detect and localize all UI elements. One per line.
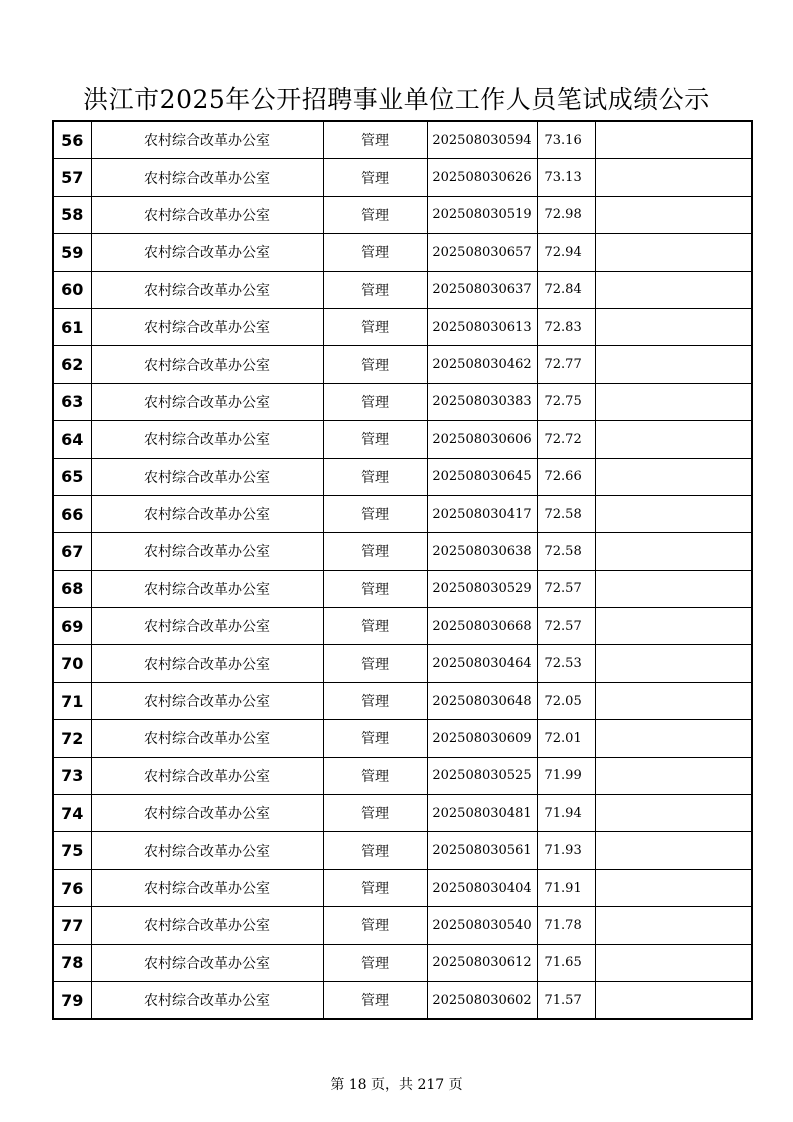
seq-cell: 70	[53, 645, 91, 682]
ticket-number-cell: 202508030529	[427, 570, 537, 607]
unit-cell: 农村综合改革办公室	[91, 795, 323, 832]
ticket-number-cell: 202508030404	[427, 869, 537, 906]
unit-cell: 农村综合改革办公室	[91, 159, 323, 196]
remark-cell	[595, 944, 752, 981]
score-cell: 72.58	[537, 533, 595, 570]
score-cell: 71.93	[537, 832, 595, 869]
remark-cell	[595, 907, 752, 944]
unit-cell: 农村综合改革办公室	[91, 757, 323, 794]
score-cell: 71.57	[537, 981, 595, 1019]
unit-cell: 农村综合改革办公室	[91, 608, 323, 645]
score-cell: 71.78	[537, 907, 595, 944]
ticket-number-cell: 202508030561	[427, 832, 537, 869]
score-cell: 72.94	[537, 234, 595, 271]
seq-cell: 77	[53, 907, 91, 944]
unit-cell: 农村综合改革办公室	[91, 346, 323, 383]
ticket-number-cell: 202508030612	[427, 944, 537, 981]
table-row	[53, 795, 752, 832]
post-cell: 管理	[323, 570, 427, 607]
table-row	[53, 346, 752, 383]
seq-cell: 72	[53, 720, 91, 757]
remark-cell	[595, 234, 752, 271]
unit-cell: 农村综合改革办公室	[91, 981, 323, 1019]
ticket-number-cell: 202508030417	[427, 495, 537, 532]
post-cell: 管理	[323, 757, 427, 794]
ticket-number-cell: 202508030464	[427, 645, 537, 682]
post-cell: 管理	[323, 121, 427, 159]
seq-cell: 56	[53, 121, 91, 159]
remark-cell	[595, 720, 752, 757]
table-row	[53, 495, 752, 532]
unit-cell: 农村综合改革办公室	[91, 196, 323, 233]
seq-cell: 66	[53, 495, 91, 532]
table-row	[53, 757, 752, 794]
seq-cell: 73	[53, 757, 91, 794]
unit-cell: 农村综合改革办公室	[91, 533, 323, 570]
ticket-number-cell: 202508030638	[427, 533, 537, 570]
unit-cell: 农村综合改革办公室	[91, 421, 323, 458]
table-row	[53, 159, 752, 196]
seq-cell: 65	[53, 458, 91, 495]
table-row	[53, 458, 752, 495]
remark-cell	[595, 795, 752, 832]
remark-cell	[595, 121, 752, 159]
ticket-number-cell: 202508030637	[427, 271, 537, 308]
remark-cell	[595, 495, 752, 532]
remark-cell	[595, 608, 752, 645]
seq-cell: 63	[53, 383, 91, 420]
remark-cell	[595, 383, 752, 420]
post-cell: 管理	[323, 421, 427, 458]
post-cell: 管理	[323, 234, 427, 271]
ticket-number-cell: 202508030594	[427, 121, 537, 159]
score-cell: 72.57	[537, 608, 595, 645]
seq-cell: 57	[53, 159, 91, 196]
score-cell: 72.77	[537, 346, 595, 383]
score-cell: 72.98	[537, 196, 595, 233]
seq-cell: 68	[53, 570, 91, 607]
remark-cell	[595, 308, 752, 345]
score-cell: 73.16	[537, 121, 595, 159]
post-cell: 管理	[323, 869, 427, 906]
table-row	[53, 308, 752, 345]
score-table-body	[53, 121, 752, 1019]
seq-cell: 59	[53, 234, 91, 271]
score-cell: 72.84	[537, 271, 595, 308]
unit-cell: 农村综合改革办公室	[91, 720, 323, 757]
ticket-number-cell: 202508030668	[427, 608, 537, 645]
seq-cell: 71	[53, 682, 91, 719]
unit-cell: 农村综合改革办公室	[91, 907, 323, 944]
table-row	[53, 682, 752, 719]
seq-cell: 79	[53, 981, 91, 1019]
ticket-number-cell: 202508030657	[427, 234, 537, 271]
score-cell: 72.58	[537, 495, 595, 532]
page-footer: 第 18 页，共 217 页	[330, 1077, 463, 1093]
post-cell: 管理	[323, 383, 427, 420]
unit-cell: 农村综合改革办公室	[91, 383, 323, 420]
unit-cell: 农村综合改革办公室	[91, 458, 323, 495]
remark-cell	[595, 645, 752, 682]
table-row	[53, 720, 752, 757]
page-title: 洪江市2025年公开招聘事业单位工作人员笔试成绩公示	[83, 85, 710, 114]
post-cell: 管理	[323, 645, 427, 682]
table-row	[53, 570, 752, 607]
remark-cell	[595, 757, 752, 794]
score-cell: 72.57	[537, 570, 595, 607]
post-cell: 管理	[323, 907, 427, 944]
unit-cell: 农村综合改革办公室	[91, 944, 323, 981]
remark-cell	[595, 682, 752, 719]
unit-cell: 农村综合改革办公室	[91, 570, 323, 607]
post-cell: 管理	[323, 795, 427, 832]
table-row	[53, 944, 752, 981]
ticket-number-cell: 202508030613	[427, 308, 537, 345]
seq-cell: 62	[53, 346, 91, 383]
seq-cell: 75	[53, 832, 91, 869]
remark-cell	[595, 159, 752, 196]
table-row	[53, 608, 752, 645]
remark-cell	[595, 271, 752, 308]
table-row	[53, 869, 752, 906]
seq-cell: 67	[53, 533, 91, 570]
unit-cell: 农村综合改革办公室	[91, 271, 323, 308]
remark-cell	[595, 458, 752, 495]
ticket-number-cell: 202508030648	[427, 682, 537, 719]
ticket-number-cell: 202508030540	[427, 907, 537, 944]
post-cell: 管理	[323, 159, 427, 196]
seq-cell: 64	[53, 421, 91, 458]
remark-cell	[595, 869, 752, 906]
score-cell: 71.91	[537, 869, 595, 906]
score-cell: 72.83	[537, 308, 595, 345]
ticket-number-cell: 202508030383	[427, 383, 537, 420]
post-cell: 管理	[323, 608, 427, 645]
unit-cell: 农村综合改革办公室	[91, 234, 323, 271]
table-row	[53, 234, 752, 271]
score-cell: 72.05	[537, 682, 595, 719]
post-cell: 管理	[323, 346, 427, 383]
seq-cell: 60	[53, 271, 91, 308]
remark-cell	[595, 421, 752, 458]
unit-cell: 农村综合改革办公室	[91, 308, 323, 345]
table-row	[53, 421, 752, 458]
ticket-number-cell: 202508030609	[427, 720, 537, 757]
score-cell: 72.66	[537, 458, 595, 495]
seq-cell: 76	[53, 869, 91, 906]
unit-cell: 农村综合改革办公室	[91, 682, 323, 719]
unit-cell: 农村综合改革办公室	[91, 121, 323, 159]
ticket-number-cell: 202508030645	[427, 458, 537, 495]
score-cell: 72.01	[537, 720, 595, 757]
remark-cell	[595, 346, 752, 383]
post-cell: 管理	[323, 832, 427, 869]
seq-cell: 69	[53, 608, 91, 645]
score-cell: 72.75	[537, 383, 595, 420]
unit-cell: 农村综合改革办公室	[91, 495, 323, 532]
table-row	[53, 907, 752, 944]
table-row	[53, 121, 752, 159]
ticket-number-cell: 202508030481	[427, 795, 537, 832]
ticket-number-cell: 202508030519	[427, 196, 537, 233]
remark-cell	[595, 981, 752, 1019]
post-cell: 管理	[323, 944, 427, 981]
ticket-number-cell: 202508030602	[427, 981, 537, 1019]
post-cell: 管理	[323, 271, 427, 308]
seq-cell: 61	[53, 308, 91, 345]
ticket-number-cell: 202508030525	[427, 757, 537, 794]
score-cell: 71.99	[537, 757, 595, 794]
table-row	[53, 645, 752, 682]
seq-cell: 58	[53, 196, 91, 233]
table-row	[53, 196, 752, 233]
score-cell: 71.94	[537, 795, 595, 832]
post-cell: 管理	[323, 720, 427, 757]
post-cell: 管理	[323, 495, 427, 532]
table-row	[53, 383, 752, 420]
unit-cell: 农村综合改革办公室	[91, 832, 323, 869]
unit-cell: 农村综合改革办公室	[91, 869, 323, 906]
score-cell: 72.72	[537, 421, 595, 458]
remark-cell	[595, 196, 752, 233]
score-cell: 72.53	[537, 645, 595, 682]
unit-cell: 农村综合改革办公室	[91, 645, 323, 682]
table-row	[53, 832, 752, 869]
post-cell: 管理	[323, 533, 427, 570]
table-row	[53, 271, 752, 308]
seq-cell: 78	[53, 944, 91, 981]
remark-cell	[595, 533, 752, 570]
post-cell: 管理	[323, 458, 427, 495]
post-cell: 管理	[323, 981, 427, 1019]
score-cell: 71.65	[537, 944, 595, 981]
remark-cell	[595, 832, 752, 869]
ticket-number-cell: 202508030462	[427, 346, 537, 383]
table-row	[53, 533, 752, 570]
score-cell: 73.13	[537, 159, 595, 196]
seq-cell: 74	[53, 795, 91, 832]
remark-cell	[595, 570, 752, 607]
ticket-number-cell: 202508030606	[427, 421, 537, 458]
post-cell: 管理	[323, 682, 427, 719]
ticket-number-cell: 202508030626	[427, 159, 537, 196]
post-cell: 管理	[323, 308, 427, 345]
score-table	[52, 120, 753, 1020]
post-cell: 管理	[323, 196, 427, 233]
table-row	[53, 981, 752, 1019]
